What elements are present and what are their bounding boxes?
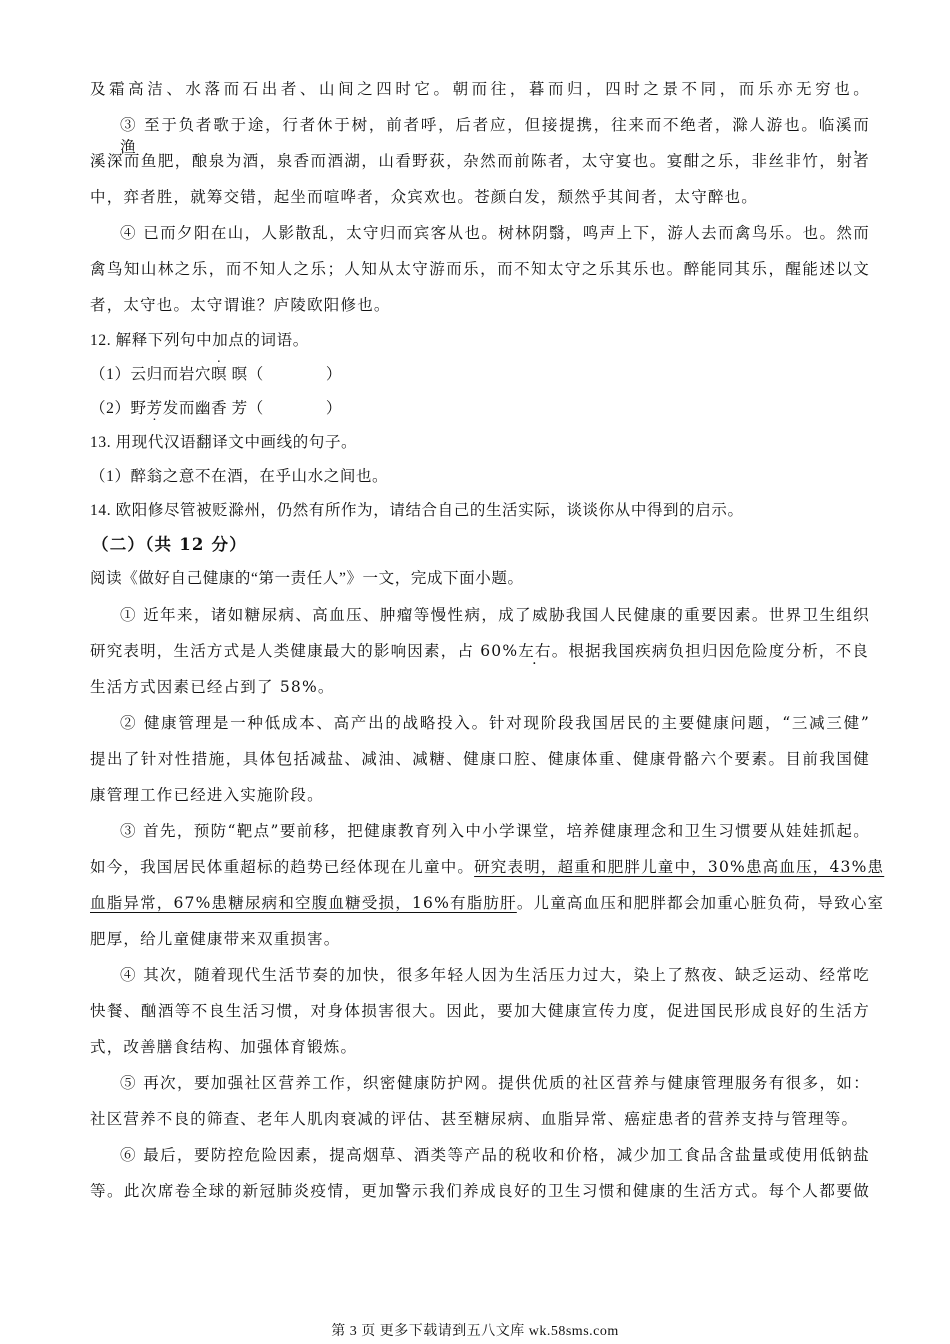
closing-paren: ） bbox=[325, 366, 342, 383]
article-paragraph-2-line-3: 康管理工作已经进入实施阶段。 bbox=[90, 786, 324, 804]
article-paragraph-3-line-4: 肥厚，给儿童健康带来双重损害。 bbox=[90, 930, 341, 948]
article-text: 。根据我国疾病负担归因危险度分析，不良 bbox=[551, 642, 869, 660]
passage-paragraph-4-line-2: 禽鸟知山林之乐，而不知人之乐；人知从太守游而乐，而不知太守之乐其乐也。醉能同其乐，醒能述以文 bbox=[90, 260, 870, 278]
article-text: 研究表明，生活方式是人类健康最大的影响因素，占 60% bbox=[90, 642, 519, 660]
question-12-1-text: （1）云归而岩穴 bbox=[90, 366, 212, 383]
question-12-2-term: 发而幽香 芳（ bbox=[162, 400, 264, 417]
passage-paragraph-4-line-3: 者，太守也。太守谓谁？庐陵欧阳修也。 bbox=[90, 296, 391, 314]
article-paragraph-4-line-3: 式，改善膳食结构、加强体育锻炼。 bbox=[90, 1038, 358, 1056]
question-13-1: （1）醉翁之意不在酒，在乎山水之间也。 bbox=[90, 468, 389, 485]
article-paragraph-4-line-1: ④ 其次，随着现代生活节奏的加快，很多年轻人因为生活压力过大，染上了熬夜、缺乏运动、经常吃 bbox=[120, 966, 870, 984]
article-paragraph-6-line-2: 等。此次席卷全球的新冠肺炎疫情，更加警示我们养成良好的卫生习惯和健康的生活方式。每个人都要做 bbox=[90, 1182, 870, 1200]
underlined-sentence: 研究表明，超重和肥胖儿童中，30%患高血压，43%患 bbox=[474, 858, 885, 876]
question-12: 12. 解释下列句中加点的词语。 bbox=[90, 332, 309, 349]
question-12-1 bbox=[90, 364, 870, 386]
article-paragraph-6-line-1: ⑥ 最后，要防控危险因素，提高烟草、酒类等产品的税收和价格，减少加工食品含盐量或使用低钠盐 bbox=[120, 1146, 870, 1164]
article-paragraph-5-line-2: 社区营养不良的筛查、老年人肌肉衰减的评估、甚至糖尿病、血脂异常、癌症患者的营养支持与管理等。 bbox=[90, 1110, 859, 1128]
article-paragraph-1-line-2 bbox=[90, 640, 870, 662]
dotted-word: 左右 bbox=[518, 642, 552, 660]
dotted-word: 芳 bbox=[146, 400, 163, 417]
article-text: 如今，我国居民体重超标的趋势已经体现在儿童中。 bbox=[90, 858, 475, 876]
page-footer[interactable]: 第 3 页 更多下载请到五八文库 wk.58sms.com bbox=[331, 1324, 619, 1339]
underlined-sentence: 血脂异常，67%患糖尿病和空腹血糖受损，16%有脂肪肝 bbox=[90, 894, 517, 912]
question-12-2 bbox=[90, 398, 870, 420]
article-paragraph-3-line-3 bbox=[90, 892, 885, 914]
section-heading: （二）（共 12 分） bbox=[92, 535, 247, 554]
passage-paragraph-4-line-1: ④ 已而夕阳在山，人影散乱，太守归而宾客从也。树林阴翳，鸣声上下，游人去而禽鸟乐。也。然而 bbox=[120, 224, 870, 242]
section-intro: 阅读《做好自己健康的“第一责任人”》一文，完成下面小题。 bbox=[90, 570, 524, 587]
article-paragraph-1-line-3: 生活方式因素已经占到了 58%。 bbox=[90, 678, 335, 696]
article-paragraph-4-line-2: 快餐、酗酒等不良生活习惯，对身体损害很大。因此，要加大健康宣传力度，促进国民形成良好的生活方 bbox=[90, 1002, 870, 1020]
passage-line: 及霜高洁、水落而石出者、山间之四时它。朝而往，暮而归，四时之景不同，而乐亦无穷也。 bbox=[90, 80, 870, 98]
question-14: 14. 欧阳修尽管被贬滁州，仍然有所作为，请结合自己的生活实际，谈谈你从中得到的启示。 bbox=[90, 502, 744, 519]
dotted-word: 暝 bbox=[211, 366, 228, 383]
question-12-1-term: 暝（ bbox=[227, 366, 264, 383]
article-paragraph-3-line-1: ③ 首先，预防“靶点”要前移，把健康教育列入中小学课堂，培养健康理念和卫生习惯要从娃娃抓起。 bbox=[120, 822, 870, 840]
question-12-2-text: （2）野 bbox=[90, 400, 147, 417]
article-paragraph-2-line-1: ② 健康管理是一种低成本、高产出的战略投入。针对现阶段我国居民的主要健康问题，“三减三健” bbox=[120, 714, 870, 732]
passage-paragraph-3-line-3: 中，弈者胜，就筹交错，起坐而喧哗者，众宾欢也。苍颜白发，颓然乎其间者，太守醉也。 bbox=[90, 188, 759, 206]
passage-paragraph-3-line-2: 溪深而鱼肥，酿泉为酒，泉香而酒湖，山看野荻，杂然而前陈者，太守宴也。宴酣之乐，非丝非竹，射者 bbox=[90, 152, 870, 170]
question-13: 13. 用现代汉语翻译文中画线的句子。 bbox=[90, 434, 358, 451]
article-paragraph-5-line-1: ⑤ 再次，要加强社区营养工作，织密健康防护网。提供优质的社区营养与健康管理服务有很多，如： bbox=[120, 1074, 870, 1092]
article-text: 。儿童高血压和肥胖都会加重心脏负荷，导致心室 bbox=[516, 894, 885, 912]
passage-paragraph-3-line-1: ③ 至于负者歌于途，行者休于树，前者呼，后者应，但接提携，往来而不绝者，滁人游也。临溪而渔， bbox=[120, 116, 870, 156]
article-paragraph-2-line-2: 提出了针对性措施，具体包括减盐、减油、减糖、健康口腔、健康体重、健康骨骼六个要素。目前我国健 bbox=[90, 750, 870, 768]
article-paragraph-3-line-2 bbox=[90, 856, 885, 878]
closing-paren: ） bbox=[325, 400, 342, 417]
article-paragraph-1-line-1: ① 近年来，诸如糖尿病、高血压、肿瘤等慢性病，成了威胁我国人民健康的重要因素。世界卫生组织 bbox=[120, 606, 870, 624]
